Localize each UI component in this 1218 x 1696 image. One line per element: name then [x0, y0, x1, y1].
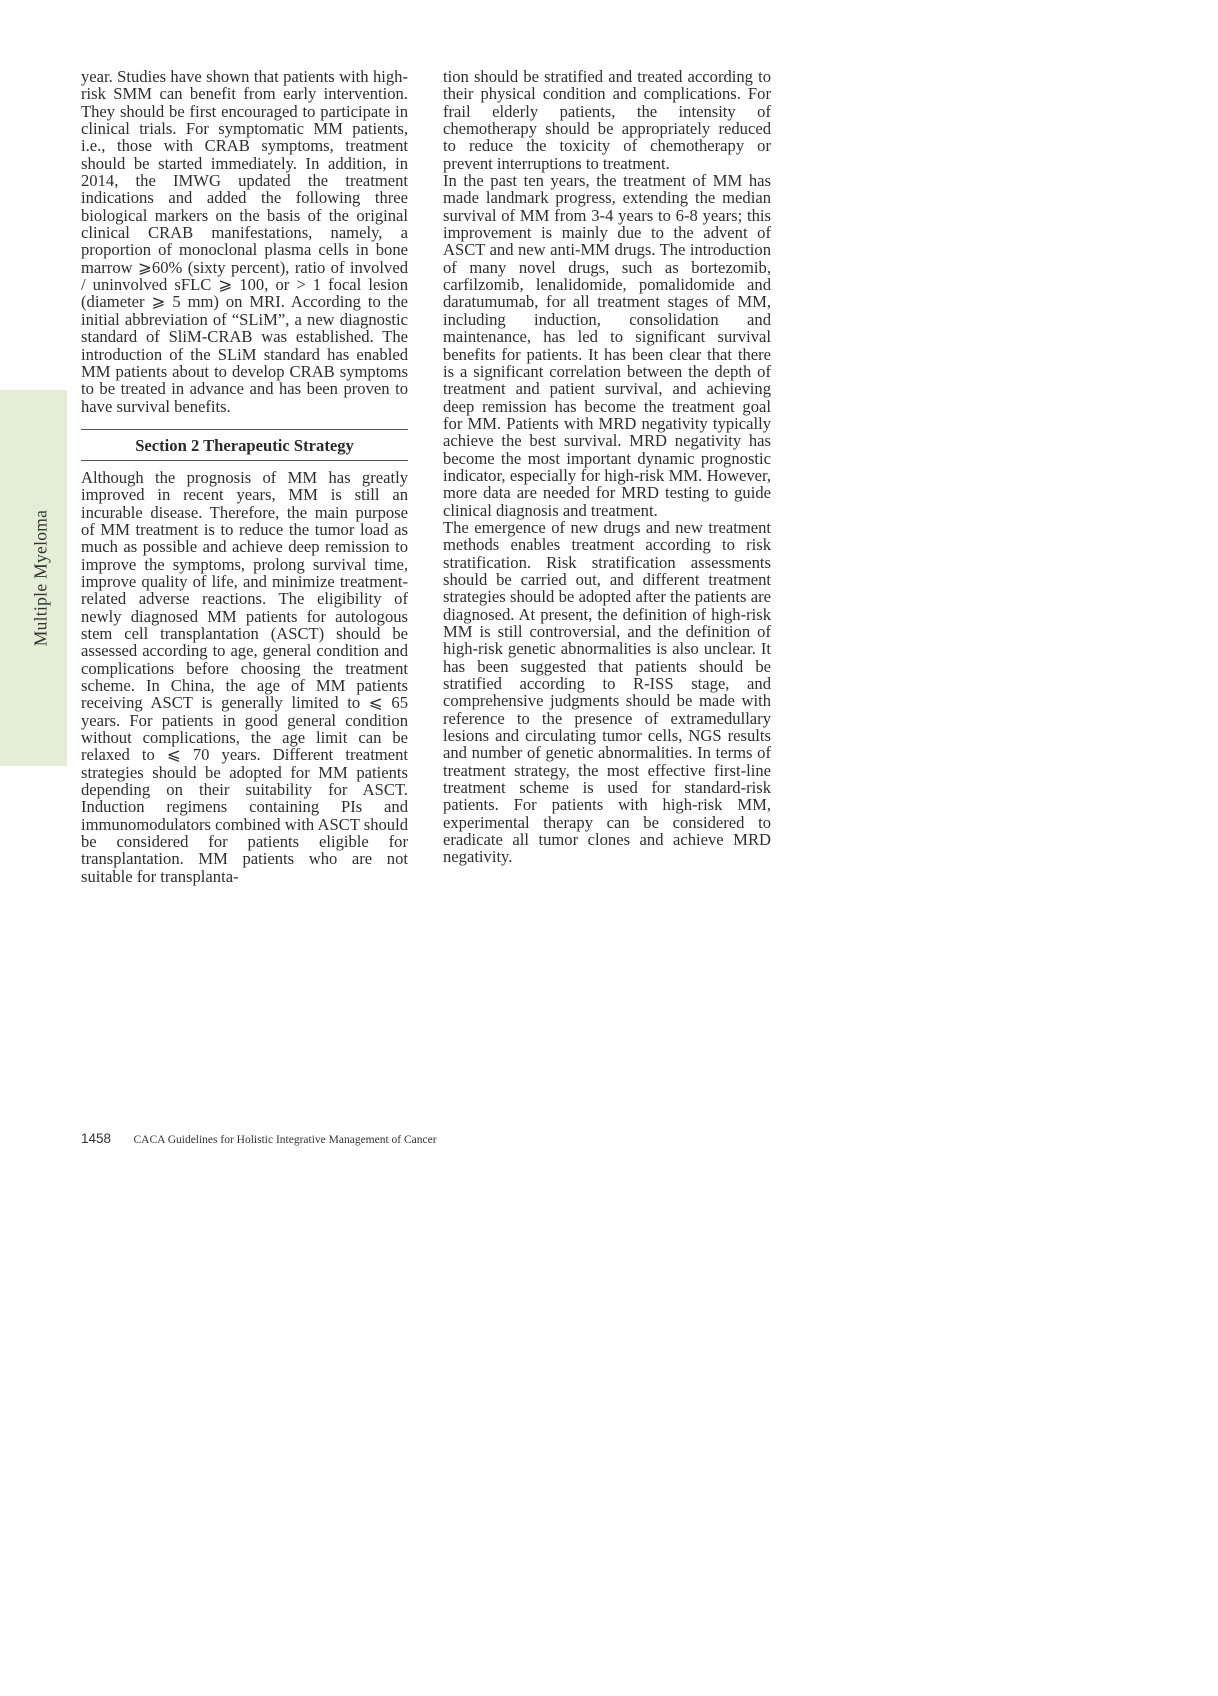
left-paragraph-1: year. Studies have shown that patients with high-risk SMM can benefit from early intervention. They should be first encouraged to participate in clinical trials. For symptomatic MM patients, i.e., those with CRAB symptoms, treatment should be started immediately. In addition, in 2014, the IMWG updated the treatment indications and added the following three biological markers on the basis of the original clinical CRAB manifestations, namely, a proportion of monoclonal plasma cells in bone marrow ⩾60% (sixty percent), ratio of involved / uninvolved sFLC ⩾ 100, or > 1 focal lesion (diameter ⩾ 5 mm) on MRI. According to the initial abbreviation of “SLiM”, a new diagnostic standard of SliM-CRAB was established. The introduction of the SLiM standard has enabled MM patients about to develop CRAB symptoms to be treated in advance and has been proven to have survival benefits. — [81, 67, 408, 416]
right-paragraph-2: In the past ten years, the treatment of MM has made landmark progress, extending the median survival of MM from 3-4 years to 6-8 years; this improvement is mainly due to the advent of ASCT and new anti-MM drugs. The introduction of many novel drugs, such as bortezomib, carfilzomib, lenalidomide, pomalidomide and daratumumab, for all treatment stages of MM, including induction, consolidation and maintenance, has led to significant survival benefits for patients. It has been clear that there is a significant correlation between the depth of treatment and patient survival, and achieving deep remission has become the treatment goal for MM. Patients with MRD negativity typically achieve the best survival. MRD negativity has become the most important dynamic prognostic indicator, especially for high-risk MM. However, more data are needed for MRD testing to guide clinical diagnosis and treatment. — [443, 171, 771, 520]
right-column — [443, 68, 771, 866]
journal-title: CACA Guidelines for Holistic Integrative Management of Cancer — [133, 1134, 437, 1146]
page-number: 1458 — [81, 1131, 112, 1146]
page-footer — [81, 1130, 437, 1148]
side-tab-label: Multiple Myeloma — [30, 509, 51, 647]
right-paragraph-1: tion should be stratified and treated according to their physical condition and complications. For frail elderly patients, the intensity of chemotherapy should be appropriately reduced to reduce the toxicity of chemotherapy or prevent interruptions to treatment. — [443, 67, 771, 173]
right-paragraph-3: The emergence of new drugs and new treatment methods enables treatment according to risk stratification. Risk stratification assessments should be carried out, and different treatment strategies should be adopted after the patients are diagnosed. At present, the definition of high-risk MM is still controversial, and the definition of high-risk genetic abnormalities is also unclear. It has been suggested that patients should be stratified according to R-ISS stage, and comprehensive judgments should be made with reference to the presence of extramedullary lesions and circulating tumor cells, NGS results and number of genetic abnormalities. In terms of treatment strategy, the most effective first-line treatment scheme is used for standard-risk patients. For patients with high-risk MM, experimental therapy can be considered to eradicate all tumor clones and achieve MRD negativity. — [443, 517, 771, 867]
section-heading: Section 2 Therapeutic Strategy — [81, 429, 408, 461]
left-column — [81, 68, 408, 885]
left-paragraph-2: Although the prognosis of MM has greatly improved in recent years, MM is still an incurable disease. Therefore, the main purpose of MM treatment is to reduce the tumor load as much as possible and achieve deep remission to improve the symptoms, prolong survival time, improve quality of life, and minimize treatment-related adverse reactions. The eligibility of newly diagnosed MM patients for autologous stem cell transplantation (ASCT) should be assessed according to age, general condition and complications before choosing the treatment scheme. In China, the age of MM patients receiving ASCT is generally limited to ⩽ 65 years. For patients in good general condition without complications, the age limit can be relaxed to ⩽ 70 years. Different treatment strategies should be adopted for MM patients depending on their suitability for ASCT. Induction regimens containing PIs and immunomodulators combined with ASCT should be considered for patients eligible for transplantation. MM patients who are not suitable for transplanta- — [81, 467, 408, 886]
